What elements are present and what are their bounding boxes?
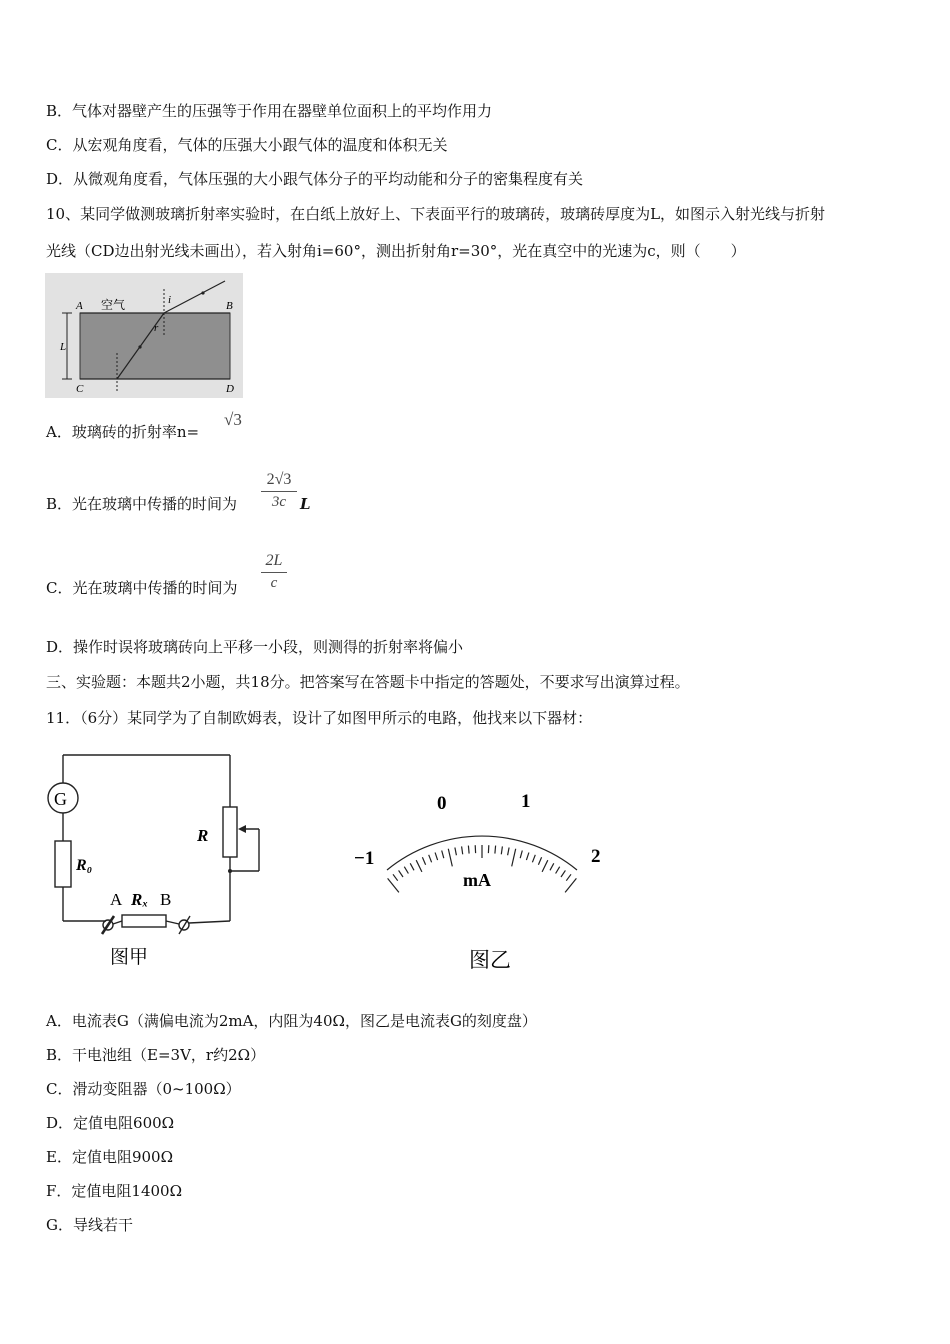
dial-tick: [429, 855, 432, 863]
dial-tick: [442, 851, 444, 859]
dial-tick: [561, 870, 565, 877]
fraction-numerator: 2L: [265, 552, 283, 569]
q11-stem: 11．（6分）某同学为了自制欧姆表，设计了如图甲所示的电路，他找来以下器材：: [46, 709, 593, 727]
label-L: L: [60, 341, 67, 353]
resistor-r0: [55, 841, 71, 887]
galvanometer-label: G: [54, 789, 67, 809]
equipment-item: G．导线若干: [46, 1216, 133, 1234]
q10-stem-line2: 光线（CD边出射光线未画出），若入射角i=60°，测出折射角r=30°，光在真空中的光速为c，则（ ）: [46, 242, 746, 260]
section3-heading: 三、实验题：本题共2小题，共18分。把答案写在答题卡中指定的答题处，不要求写出演算过程。: [46, 673, 690, 691]
q10-option-b: B．光在玻璃中传播的时间为: [46, 495, 238, 513]
dial-tick: [399, 870, 403, 877]
figure-jia-caption: 图甲: [110, 946, 149, 968]
rheostat-r: [223, 807, 237, 857]
terminal-b-label: B: [160, 890, 172, 909]
fraction-numerator: 2√3: [266, 471, 292, 488]
label-B: B: [226, 300, 233, 312]
dial-tick: [468, 846, 469, 854]
rx-label: Rₓ: [131, 890, 149, 909]
label-i: i: [168, 294, 172, 306]
dial-tick: [495, 846, 496, 854]
label-r: r: [154, 322, 159, 334]
q10-option-b-tail: L: [300, 495, 311, 513]
ammeter-dial-figure-yi: [345, 785, 620, 980]
dial-tick: [448, 849, 452, 867]
dial-tick: [416, 860, 422, 872]
figure-yi-caption: 图乙: [469, 948, 511, 972]
q10-option-c-fraction: [261, 552, 287, 592]
resistor-rx: [122, 915, 166, 927]
dial-tick: [526, 853, 529, 861]
dial-tick: [410, 863, 414, 870]
terminal-a-label: A: [110, 890, 123, 909]
label-D: D: [226, 383, 234, 395]
q9-option-c: C．从宏观角度看，气体的压强大小跟气体的温度和体积无关: [46, 136, 448, 154]
fraction-denominator: c: [270, 575, 278, 591]
dial-tick: [532, 855, 535, 863]
dial-tick: [435, 853, 438, 861]
glass-refraction-figure: [45, 273, 243, 398]
q10-option-d: D．操作时误将玻璃砖向上平移一小段，则测得的折射率将偏小: [46, 638, 464, 656]
circuit-figure-jia: [40, 745, 280, 980]
dial-tick: [455, 848, 457, 856]
dial-tick: [538, 857, 541, 864]
dial-tick: [462, 846, 463, 854]
equipment-item: B．干电池组（E=3V，r约2Ω）: [46, 1046, 266, 1064]
dial-tick: [550, 863, 554, 870]
tick-label-0: 0: [437, 793, 447, 814]
label-air: 空气: [101, 298, 126, 312]
equipment-item: E．定值电阻900Ω: [46, 1148, 174, 1166]
dial-tick: [508, 848, 510, 856]
equipment-item: A．电流表G（满偏电流为2mA，内阻为40Ω，图乙是电流表G的刻度盘）: [46, 1012, 537, 1030]
label-C: C: [76, 383, 84, 395]
q9-option-b: B．气体对器壁产生的压强等于作用在器壁单位面积上的平均作用力: [46, 102, 493, 120]
q10-option-b-fraction: [261, 471, 297, 511]
tick-label-minus1: −1: [354, 848, 375, 869]
tick-label-2: 2: [591, 846, 601, 867]
dial-tick: [393, 874, 398, 880]
rheostat-label: R: [197, 826, 209, 845]
q10-stem-line1: 10、某同学做测玻璃折射率实验时，在白纸上放好上、下表面平行的玻璃砖，玻璃砖厚度为L，如图示入射光线与折射: [46, 205, 826, 223]
dial-tick: [556, 867, 560, 874]
equipment-item: D．定值电阻600Ω: [46, 1114, 175, 1132]
dial-tick: [404, 867, 408, 874]
q10-option-c: C．光在玻璃中传播的时间为: [46, 579, 238, 597]
equipment-item: C．滑动变阻器（0~100Ω）: [46, 1080, 241, 1098]
dial-tick: [512, 849, 516, 867]
dial-tick: [520, 851, 522, 859]
q9-option-d: D．从微观角度看，气体压强的大小跟气体分子的平均动能和分子的密集程度有关: [46, 170, 584, 188]
fraction-denominator: 3c: [271, 494, 287, 510]
q10-option-a-value: √3: [224, 410, 242, 429]
dial-tick: [566, 874, 571, 880]
q10-option-a: A．玻璃砖的折射率n=: [46, 423, 200, 441]
equipment-item: F．定值电阻1400Ω: [46, 1182, 183, 1200]
dial-tick: [542, 860, 548, 872]
dial-tick: [422, 857, 425, 864]
label-A: A: [76, 300, 83, 312]
dial-tick: [501, 846, 502, 854]
unit-label: mA: [463, 870, 491, 890]
tick-label-1: 1: [521, 791, 531, 812]
r0-label: R₀: [76, 857, 93, 874]
